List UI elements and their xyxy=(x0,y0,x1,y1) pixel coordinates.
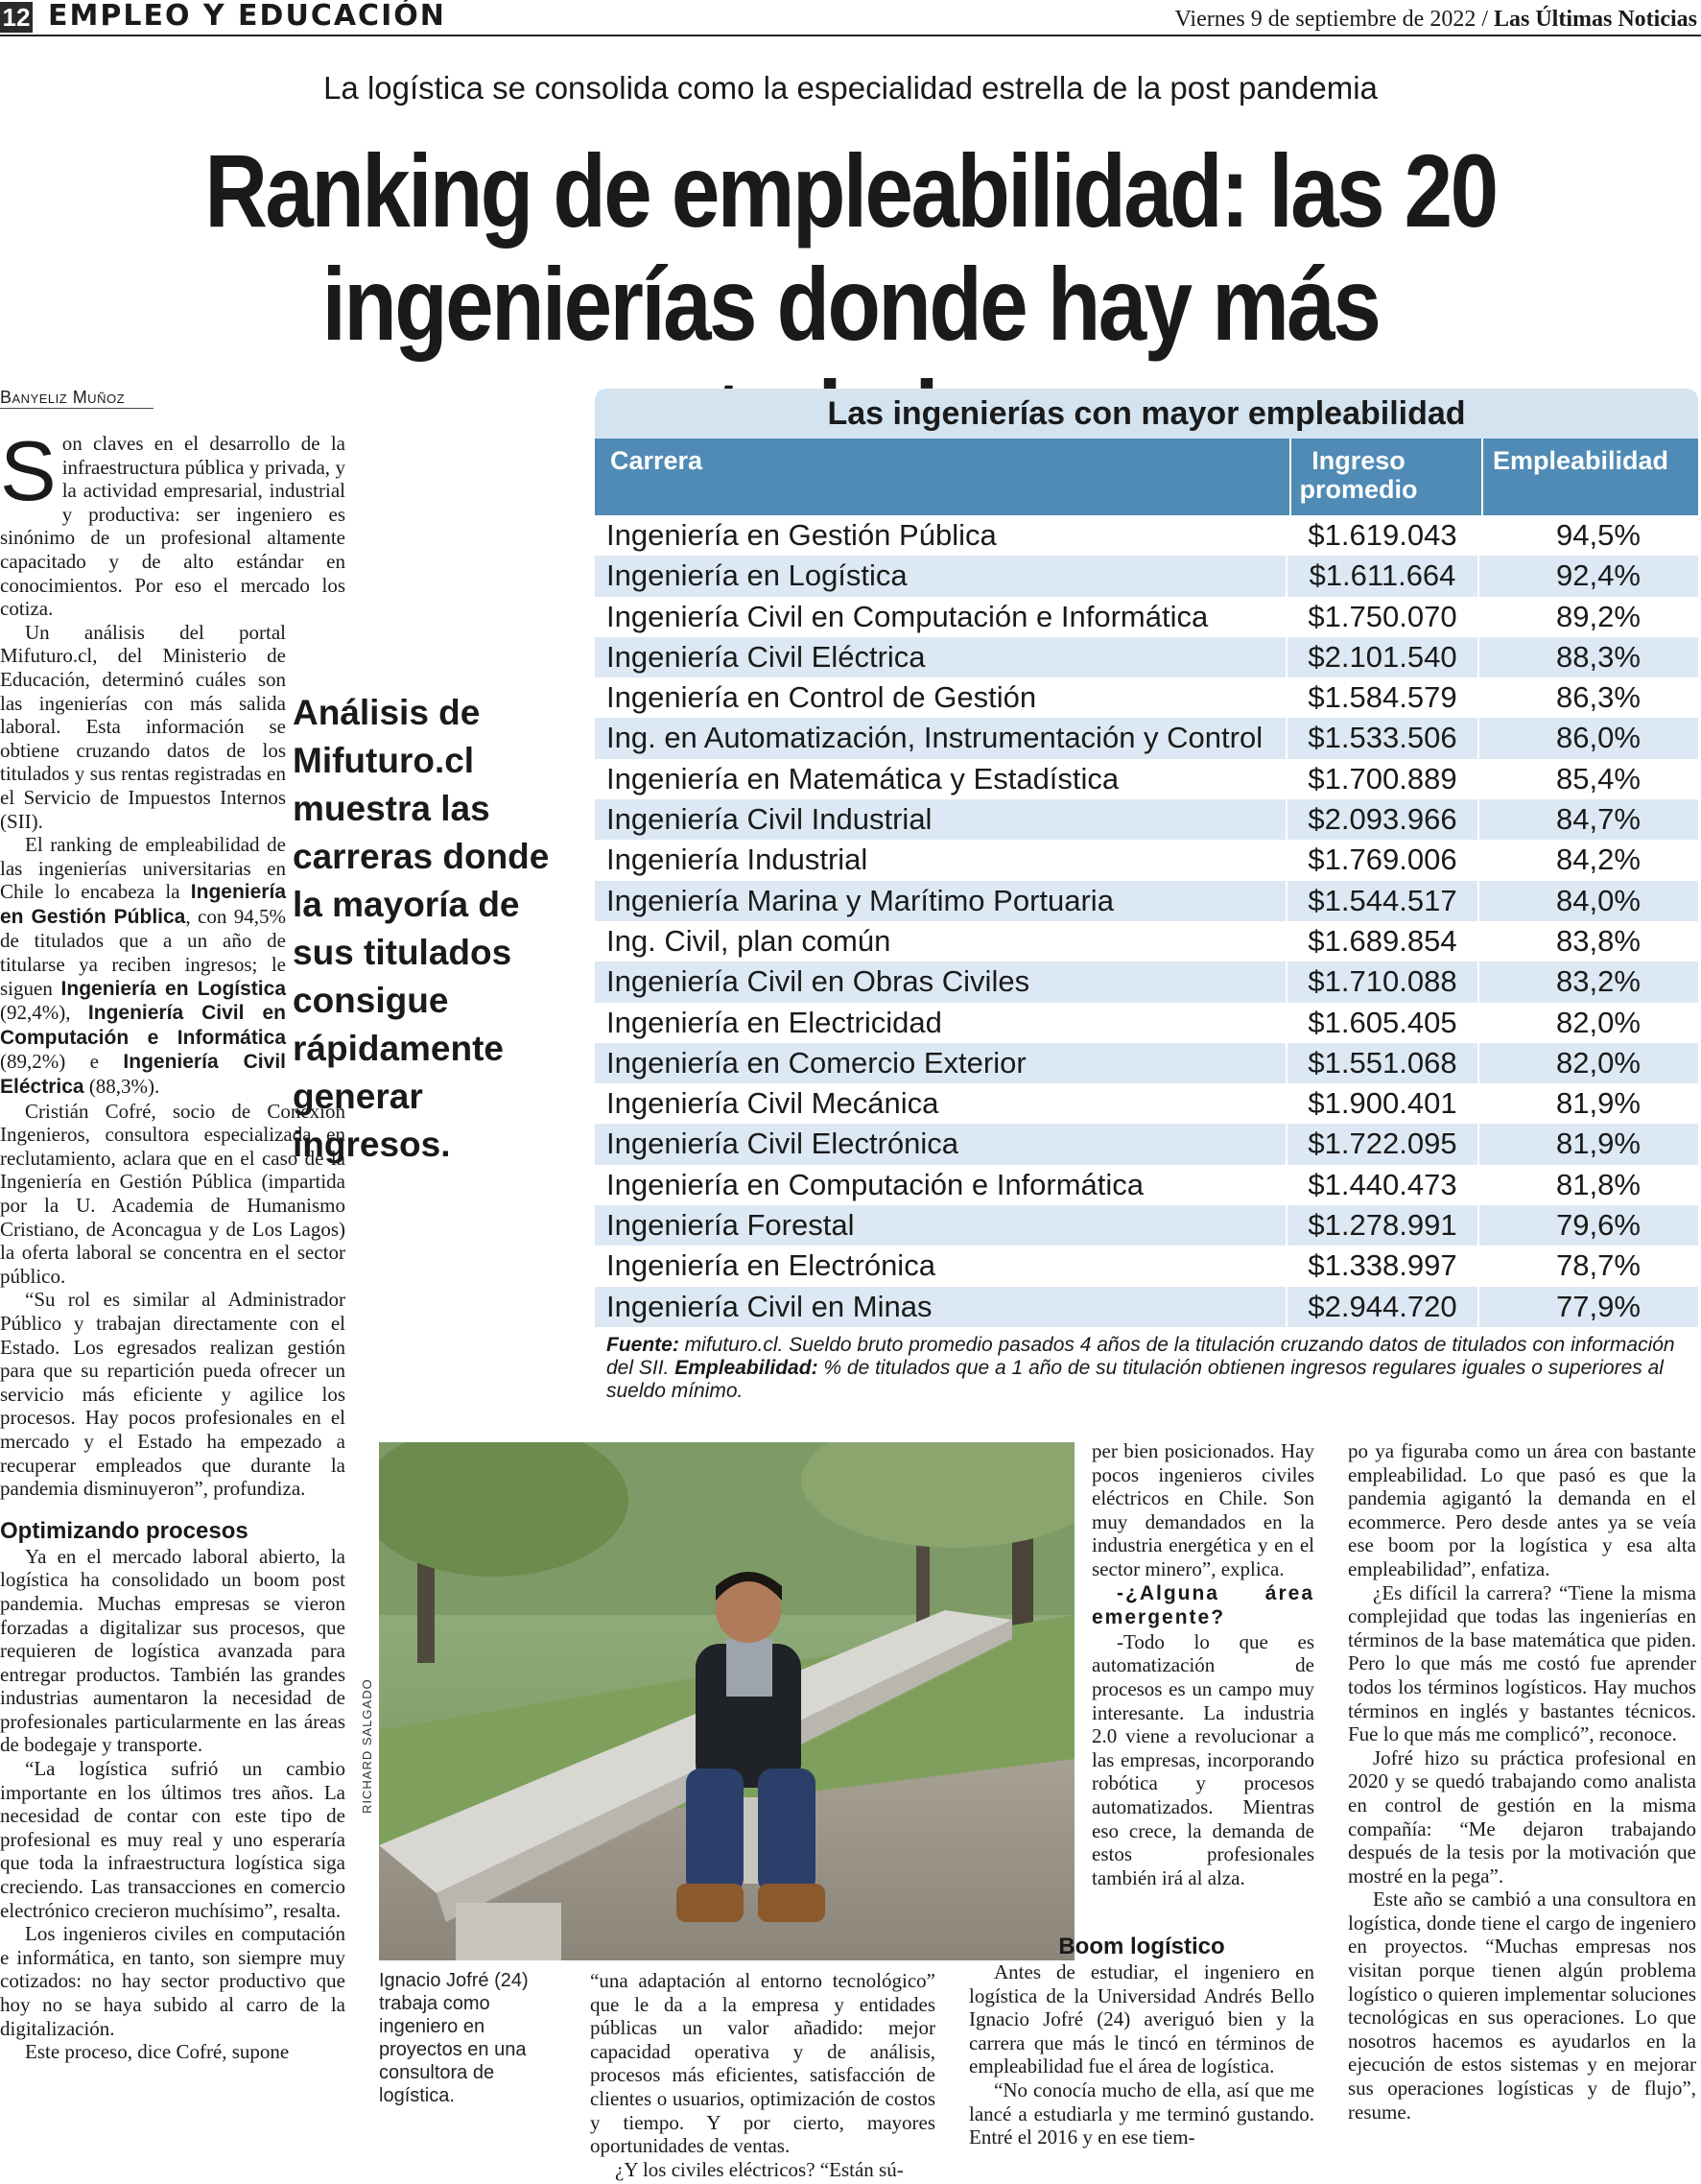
cell-ingreso: $1.611.664 xyxy=(1286,556,1477,596)
table-row xyxy=(595,961,1698,1002)
table-row xyxy=(595,677,1698,718)
cell-ingreso: $1.722.095 xyxy=(1286,1124,1477,1164)
column-header-ingreso: Ingreso promedio xyxy=(1299,446,1418,504)
cell-empleabilidad: 83,8% xyxy=(1477,921,1698,961)
paragraph: Este proceso, dice Cofré, supone xyxy=(25,2040,290,2064)
paragraph: Los ingenieros civiles en computación e informática, en tanto, son siempre muy cotizados: no hay sector productivo que hoy no se haya subido al carro de la digitalización. xyxy=(0,1922,345,2040)
paragraph: “una adaptación al entorno tecnológico” que le da a la empresa y entidades públicas un valor añadido: mejor capacidad operativa y de análisis, procesos más eficientes, satisfacción de clientes o usuarios, optimización de costos y tiempo. Y por cierto, mayores oportunidades de ventas. xyxy=(590,1969,935,2158)
cell-ingreso: $1.278.991 xyxy=(1286,1205,1477,1246)
cell-carrera: Ingeniería en Matemática y Estadística xyxy=(606,761,1120,795)
article-headline: Ranking de empleabilidad: las 20 ingenierías donde hay más xyxy=(204,132,1497,362)
cell-ingreso: $1.338.997 xyxy=(1286,1246,1477,1286)
paragraph: El ranking de empleabilidad de las ingenierías universitarias en Chile lo encabeza la Ingeniería en Gestión Pública, con 94,5% de titulados que a un año de titularse ya reciben ingresos; le siguen Ingeniería en Logística (92,4%), Ingeniería Civil en Computación e Informática (89,2%) e Ingeniería Civil Eléctrica (88,3%). xyxy=(0,833,286,1099)
table-row xyxy=(595,515,1698,556)
newspaper-name: Las Últimas Noticias xyxy=(1494,7,1697,32)
table-row xyxy=(595,840,1698,880)
table-row xyxy=(595,1246,1698,1286)
cell-ingreso: $1.440.473 xyxy=(1286,1165,1477,1205)
cell-empleabilidad: 81,9% xyxy=(1477,1124,1698,1164)
cell-empleabilidad: 78,7% xyxy=(1477,1246,1698,1286)
cell-carrera: Ingeniería en Logística xyxy=(606,558,908,593)
interview-question: -¿Alguna área emergente? xyxy=(1092,1581,1314,1629)
cell-carrera: Ingeniería Civil Electrónica xyxy=(606,1127,959,1161)
column-header-empleabilidad: Empleabilidad xyxy=(1492,446,1669,475)
cell-carrera: Ingeniería Civil en Computación e Informática xyxy=(606,599,1209,633)
cell-ingreso: $1.689.854 xyxy=(1286,921,1477,961)
table-row xyxy=(595,1043,1698,1083)
article-kicker: La logística se consolida como la especialidad estrella de la post pandemia xyxy=(323,70,1378,106)
paragraph: -Todo lo que es automatización de procesos es un campo muy interesante. La industria 2.0 viene a revolucionar a las empresas, incorporando robótica y procesos automatizados. Mientras eso crece, la demanda de estos profesionales también irá al alza. xyxy=(1092,1629,1314,1889)
drop-cap: S xyxy=(0,432,57,518)
article-column-4 xyxy=(1348,1439,1696,2184)
column-header-carrera: Carrera xyxy=(610,446,703,475)
cell-carrera: Ingeniería Civil en Minas xyxy=(606,1289,933,1323)
paragraph: “La logística sufrió un cambio importante en los últimos tres años. La necesidad de contar con este tipo de profesional es muy real y uno esperaría que toda la infraestructura logística siga creciendo. Las transacciones en comercio electrónico crecieron muchísimo”, resalta. xyxy=(0,1757,345,1922)
issue-date: Viernes 9 de septiembre de 2022 / xyxy=(1174,7,1488,32)
table-row xyxy=(595,1083,1698,1124)
table-row xyxy=(595,921,1698,961)
table-title: Las ingenierías con mayor empleabilidad xyxy=(595,389,1698,439)
cell-ingreso: $1.551.068 xyxy=(1286,1043,1477,1083)
cell-carrera: Ingeniería en Computación e Informática xyxy=(606,1167,1145,1201)
paragraph: Este año se cambió a una consultora en logística, donde tiene el cargo de ingeniero en proyectos. “Muchas empresas nos visitan porque tienen algún problema logístico o quieren implementar soluciones tecnológicas en sus operaciones. Lo que nosotros hacemos es ayudarlos en la ejecución de estos sistemas y en mejorar sus operaciones logísticas y de flujo”, resume. xyxy=(1348,1887,1696,2124)
page-number: 12 xyxy=(0,2,33,33)
paragraph: “Su rol es similar al Administrador Público y trabajan directamente con el Estado. Los egresados realizan gestión para que su repartición pueda ofrecer un servicio más eficiente y agilice los procesos. Hay pocos profesionales en el mercado y el Estado ha empezado a recuperar empleados que durante la pandemia disminuyeron”, profundiza. xyxy=(0,1288,345,1501)
cell-carrera: Ing. en Automatización, Instrumentación y Control xyxy=(606,721,1264,755)
paragraph: “No conocía mucho de ella, así que me lancé a estudiarla y me terminó gustando. Entré el 2016 y en ese tiem- xyxy=(969,2077,1314,2149)
table-row xyxy=(595,759,1698,799)
cell-empleabilidad: 86,3% xyxy=(1477,677,1698,718)
table-row xyxy=(595,1287,1698,1327)
cell-carrera: Ingeniería en Control de Gestión xyxy=(606,680,1037,715)
cell-empleabilidad: 86,0% xyxy=(1477,718,1698,758)
cell-empleabilidad: 81,8% xyxy=(1477,1165,1698,1205)
cell-empleabilidad: 83,2% xyxy=(1477,961,1698,1002)
table-body xyxy=(595,515,1698,1327)
cell-carrera: Ingeniería en Electricidad xyxy=(606,1005,942,1039)
cell-carrera: Ingeniería en Electrónica xyxy=(606,1248,935,1283)
cell-ingreso: $1.584.579 xyxy=(1286,677,1477,718)
article-column-3b xyxy=(969,1934,1314,2184)
cell-empleabilidad: 84,2% xyxy=(1477,840,1698,880)
table-row xyxy=(595,881,1698,921)
paragraph: ¿Es difícil la carrera? “Tiene la misma complejidad que todas las ingenierías en términos de la base matemática que piden. Pero lo que más me costó fue aprender todos los términos logísticos. Hay muchos términos en inglés y bastantes técnicos. Fue lo que más me complicó”, reconoce. xyxy=(1348,1580,1696,1746)
cell-ingreso: $1.700.889 xyxy=(1286,759,1477,799)
cell-empleabilidad: 89,2% xyxy=(1477,597,1698,637)
cell-ingreso: $1.544.517 xyxy=(1286,881,1477,921)
table-row xyxy=(595,1124,1698,1164)
cell-carrera: Ingeniería en Comercio Exterior xyxy=(606,1045,1027,1080)
paragraph: Cristián Cofré, socio de Conexión Ingenieros, consultora especializada en reclutamiento, aclara que en el caso de la Ingeniería en Gestión Pública (impartida por la U. Academia de Humanismo Cristiano, de Aconcagua y de Los Lagos) la oferta laboral se concentra en el sector público. xyxy=(0,1099,345,1288)
cell-carrera: Ingeniería Forestal xyxy=(606,1208,855,1243)
paragraph: Jofré hizo su práctica profesional en 2020 y se quedó trabajando como analista en control de gestión en la misma compañía: “Me dejaron trabajando después de la tesis por la motivación que mostré en la pega”. xyxy=(1348,1745,1696,1887)
paragraph: ¿Y los civiles eléctricos? “Están sú- xyxy=(615,2157,904,2181)
cell-empleabilidad: 82,0% xyxy=(1477,1043,1698,1083)
page-header xyxy=(0,0,1701,36)
table-row xyxy=(595,1205,1698,1246)
table-row xyxy=(595,718,1698,758)
cell-carrera: Ingeniería Civil Eléctrica xyxy=(606,639,926,674)
table-row xyxy=(595,637,1698,677)
cell-empleabilidad: 92,4% xyxy=(1477,556,1698,596)
photo-caption: Ignacio Jofré (24) trabaja como ingeniero en proyectos en una consultora de logística. xyxy=(379,1970,529,2106)
cell-carrera: Ingeniería en Gestión Pública xyxy=(606,518,997,552)
article-photo xyxy=(379,1442,1075,1960)
table-row xyxy=(595,597,1698,637)
cell-carrera: Ing. Civil, plan común xyxy=(606,923,891,958)
cell-ingreso: $1.900.401 xyxy=(1286,1083,1477,1124)
paragraph: Un análisis del portal Mifuturo.cl, del Ministerio de Educación, determinó cuáles son las ingenierías con más salida laboral. Esta información se obtiene cruzando datos de los titulados y sus rentas registradas en el Servicio de Impuestos Internos (SII). xyxy=(0,620,286,833)
cell-empleabilidad: 85,4% xyxy=(1477,759,1698,799)
cell-ingreso: $1.750.070 xyxy=(1286,597,1477,637)
cell-empleabilidad: 94,5% xyxy=(1477,515,1698,556)
article-column-2 xyxy=(590,1969,935,2184)
cell-empleabilidad: 77,9% xyxy=(1477,1287,1698,1327)
pull-quote: Análisis de Mifuturo.cl muestra las carreras donde la mayoría de sus titulados consigue rápidamente generar ingresos. xyxy=(293,693,550,1164)
lead-paragraph: Son claves en el desarrollo de la infraestructura pública y privada, y la actividad empresarial, industrial y productiva: ser ingeniero es sinónimo de un profesional altamente capacitado y de alto estándar en conocimientos. Por eso el mercado los cotiza. xyxy=(0,432,345,621)
cell-empleabilidad: 84,0% xyxy=(1477,881,1698,921)
paragraph: Antes de estudiar, el ingeniero en logística de la Universidad Andrés Bello Ignacio Jofré (24) averiguó bien y la carrera que más le tincó en términos de empleabilidad fue el área de logística. xyxy=(969,1960,1314,2078)
table-row xyxy=(595,556,1698,596)
cell-ingreso: $1.619.043 xyxy=(1286,515,1477,556)
table-row xyxy=(595,1165,1698,1205)
cell-ingreso: $1.769.006 xyxy=(1286,840,1477,880)
cell-ingreso: $1.605.405 xyxy=(1286,1003,1477,1043)
cell-carrera: Ingeniería Industrial xyxy=(606,843,868,877)
photo-illustration xyxy=(379,1442,1075,1960)
paragraph: po ya figuraba como un área con bastante empleabilidad. Lo que pasó es que la pandemia agigantó la demanda en el ecommerce. Pero desde antes ya se veía ese boom por la logística y esa alta empleabilidad”, enfatiza. xyxy=(1348,1439,1696,1580)
table-row xyxy=(595,1003,1698,1043)
dateline xyxy=(1175,6,1697,33)
paragraph: Ya en el mercado laboral abierto, la logística ha consolidado un boom post pandemia. Muchas empresas se vieron forzadas a digitalizar sus procesos, que requieren de logística avanzada para entregar productos. También las grandes industrias aumentaron la necesidad de profesionales particularmente en las áreas de bodegaje y transporte. xyxy=(0,1544,345,1757)
subheading: Boom logístico xyxy=(1058,1934,1225,1959)
employability-table xyxy=(595,389,1698,1327)
cell-carrera: Ingeniería Civil Mecánica xyxy=(606,1086,939,1121)
cell-ingreso: $2.944.720 xyxy=(1286,1287,1477,1327)
table-row xyxy=(595,799,1698,840)
table-header xyxy=(595,439,1698,515)
table-source-note: Fuente: mifuturo.cl. Sueldo bruto promedio pasados 4 años de la titulación cruzando datos de titulados con información del SII. Empleabilidad: % de titulados que a 1 año de su titulación obtienen ingresos regulares iguales o superiores al sueldo mínimo. xyxy=(606,1334,1675,1402)
cell-empleabilidad: 81,9% xyxy=(1477,1083,1698,1124)
cell-empleabilidad: 84,7% xyxy=(1477,799,1698,840)
cell-carrera: Ingeniería Civil Industrial xyxy=(606,802,933,837)
cell-empleabilidad: 88,3% xyxy=(1477,637,1698,677)
cell-ingreso: $1.533.506 xyxy=(1286,718,1477,758)
cell-empleabilidad: 79,6% xyxy=(1477,1205,1698,1246)
cell-empleabilidad: 82,0% xyxy=(1477,1003,1698,1043)
subheading: Optimizando procesos xyxy=(0,1517,248,1544)
paragraph: per bien posicionados. Hay pocos ingenieros civiles eléctricos en Chile. Son muy demandados en la industria energética y en el sector minero”, explica. xyxy=(1092,1439,1314,1580)
cell-ingreso: $2.101.540 xyxy=(1286,637,1477,677)
cell-carrera: Ingeniería Civil en Obras Civiles xyxy=(606,964,1030,999)
section-title: EMPLEO Y EDUCACIÓN xyxy=(48,0,446,33)
byline: Banyeliz Muñoz xyxy=(0,387,154,409)
cell-ingreso: $2.093.966 xyxy=(1286,799,1477,840)
cell-carrera: Ingeniería Marina y Marítimo Portuaria xyxy=(606,883,1114,917)
cell-ingreso: $1.710.088 xyxy=(1286,961,1477,1002)
photo-credit: RICHARD SALGADO xyxy=(360,1678,374,1814)
